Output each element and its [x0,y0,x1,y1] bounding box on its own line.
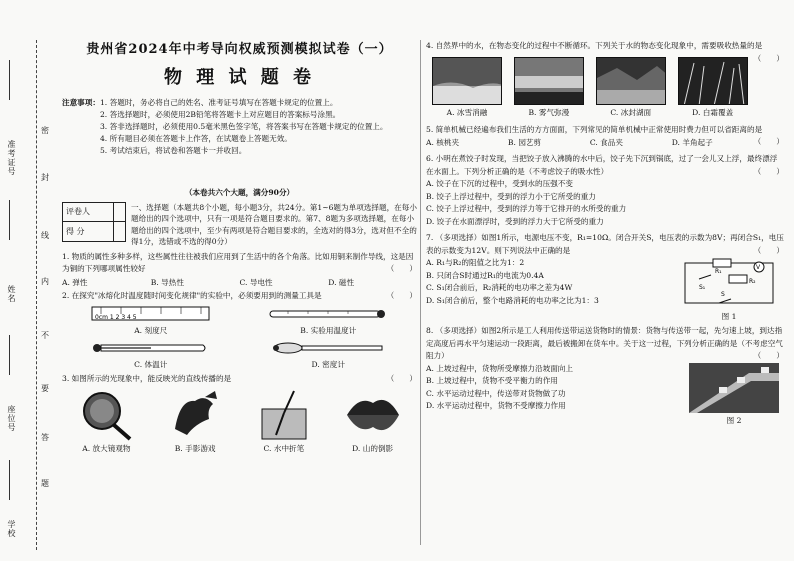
exam-title: 贵州省2024年中考导向权威预测模拟试卷（一） [86,42,393,57]
option[interactable]: C. 水平运动过程中，传送带对货物做了功 [426,388,566,398]
q7-body [426,257,784,322]
q2-figures-row2 [62,339,417,370]
q7-text: 7. （多项选择）如图1所示，电源电压不变，R₁=10Ω。闭合开关S，电压表的示数为8V；再闭合S₁，电压表的示数变为12V。则下列说法中正确的是 [426,233,784,255]
admission-number-label: 准考证号 [7,140,16,176]
option[interactable]: B. 园艺剪 [507,138,542,147]
note-item: 3. 答非选择题时，必须使用0.5毫米黑色签字笔，将答案书写在答题卡规定的位置上。 [99,122,388,131]
admission-blank[interactable] [9,60,10,100]
q8-text: 8. （多项选择）如图2所示是工人利用传送带运送货物时的情景：货物与传送带一起，先匀速上坡，到达指定高度后再水平匀速运动一段距离，最后被搬卸在货车中。关于这一过程，下列分析正确的是（不考虑空气阻力） [426,326,783,360]
answer-paren[interactable]: （ ） [753,166,784,176]
column-divider [420,40,421,545]
q6-text: 6. 小明在煮饺子时发现，当把饺子放入沸腾的水中后，饺子先下沉到锅底，过了一会儿又上浮，最终漂浮在水面上。下列分析正确的是（不考虑饺子的吸水性） [426,154,778,176]
r1-label: R₁ [715,268,722,275]
option[interactable]: A. 弹性 [62,277,88,287]
option[interactable]: B. 饺子上浮过程中，受到的浮力小于它所受的重力 [426,191,596,201]
name-label: 姓名 [7,285,16,303]
question-1 [62,251,417,276]
q2-figures-row1 [62,305,417,336]
grader-cell[interactable] [114,202,126,222]
answer-paren[interactable]: （ ） [753,53,784,63]
q3-figures [62,389,417,454]
voltmeter-label: V [756,264,761,271]
figure-1-circuit [674,257,784,322]
note-item: 5. 考试结束后，将试卷和答题卡一并收回。 [99,146,247,155]
option[interactable]: C. S₁闭合前后，R₂消耗的电功率之差为4W [426,283,573,292]
note-item: 2. 答选择题时，必须使用2B铅笔将答题卡上对应题目的答案标号涂黑。 [99,110,341,119]
question-3 [62,373,417,386]
clinical-thermometer-graphic [91,339,211,357]
score-table [62,202,126,242]
question-6 [426,153,784,178]
figure-frost [678,57,748,118]
fog-photo [514,57,584,105]
option[interactable]: D. 密度计 [311,360,345,369]
notes-heading: 注意事项： [62,98,100,107]
option[interactable]: A. 上坡过程中，货物所受摩擦力沿坡面向上 [426,363,573,373]
answer-paren[interactable]: （ ） [753,245,784,255]
note-item: 1. 答题时，务必将自己的姓名、准考证号填写在答题卡规定的位置上。 [99,98,338,107]
section1-header [62,202,417,248]
option[interactable]: B. 手影游戏 [174,443,216,453]
right-column [426,40,784,555]
school-label: 学校 [7,520,16,538]
answer-paren[interactable]: （ ） [386,374,417,383]
magnifier-image [76,389,136,441]
figure-bent-pencil [254,389,314,454]
option[interactable]: C. 冰封湖面 [610,107,652,117]
seal-line [36,40,37,550]
q3-text: 3. 如图所示的光现象中，能反映光的直线传播的是 [62,374,232,383]
option[interactable]: D. 水平运动过程中，货物不受摩擦力作用 [426,401,566,410]
snow-melting-photo [432,57,502,105]
q5-text: 5. 简单机械已经遍布我们生活的方方面面，下列常见的简单机械中正常使用时费力但可以省距离的是 [426,124,763,134]
figure-frozen-lake [596,57,666,118]
figure-hand-shadow [165,389,225,454]
option[interactable]: D. 羊角起子 [671,138,713,147]
option[interactable]: B. 只闭合S时通过R₁的电流为0.4A [426,270,544,280]
option[interactable]: C. 水中折笔 [263,443,305,453]
s-label: S [721,291,725,298]
q2-text: 2. 在探究"冰熔化时温度随时间变化规律"的实验中，必须要用到的测量工具是 [62,290,322,300]
conveyor-photo [689,363,779,413]
option[interactable]: D. 山的倒影 [352,443,394,453]
q4-figures [426,57,754,118]
ruler-scale: 0cm 1 2 3 4 5 [94,314,137,321]
grader-label: 评卷人 [63,202,114,222]
section1-intro: 一、选择题（本题共8个小题，每小题3分，共24分。第1~6题为单项选择题，在每小题给出的四个选项中，只有一项是符合题目要求的。第7、8题为多项选择题，在每小题给出的四个选项中，至少有两项是符合题目要求的，全选对的得3分，选对但不全的得1分，选错或不选的得0分） [131,202,417,246]
score-cell[interactable] [114,222,126,242]
option[interactable]: D. S₁闭合前后，整个电路消耗的电功率之比为1：3 [426,295,599,305]
exam-subtitle: 物 理 试 题 卷 [163,67,316,88]
hydrometer-graphic [268,339,388,357]
figure-2-conveyor [684,363,784,426]
hand-shadow-image [165,389,225,441]
option[interactable]: A. 核桃夹 [426,138,460,147]
id-blank[interactable] [9,335,10,375]
option[interactable]: C. 导电性 [239,277,273,287]
seal-char: 密 [41,126,49,135]
option[interactable]: B. 导热性 [150,277,184,287]
frozen-lake-photo [596,57,666,105]
figure-clinical-thermometer [91,339,211,370]
seal-char: 要 [41,384,49,393]
figure-fog [514,57,584,118]
option[interactable]: A. R₁与R₂的阻值之比为1：2 [426,258,525,267]
figure-snow-melting [432,57,502,118]
seal-char: 封 [41,173,49,182]
figure-mountain-reflection [343,389,403,454]
school-blank[interactable] [9,460,10,500]
option[interactable]: A. 饺子在下沉的过程中，受到水的压强不变 [426,179,573,188]
bent-pencil-image [254,389,314,441]
ruler-graphic [91,305,211,323]
notes-block [62,97,417,157]
q5-options [426,137,754,148]
option[interactable]: B. 雾气弥漫 [528,107,570,117]
section-meta: （本卷共六个大题，满分90分） [184,188,295,197]
note-item: 4. 所有题目必须在答题卡上作答，在试题卷上答题无效。 [99,134,292,143]
q8-body [426,363,784,426]
circuit-diagram [679,257,779,309]
lab-thermometer-graphic [268,305,388,323]
r2-label: R₂ [749,278,756,285]
question-2 [62,290,417,303]
seal-char: 内 [41,277,49,286]
seal-char: 线 [41,231,49,240]
question-4 [426,40,784,63]
option[interactable]: D. 磁性 [328,277,355,287]
option[interactable]: D. 饺子在水面漂浮时，受到的浮力大于它所受的重力 [426,216,604,226]
s1-label: S₁ [699,284,706,291]
question-7 [426,232,784,257]
score-label: 得 分 [63,222,114,242]
q1-text: 1. 物质的属性多种多样，这些属性往往被我们应用到了生活中的各个角落。比如用铜来制作导线，这是因为铜的下列哪项属性较好 [62,251,414,273]
option[interactable]: B. 实验用温度计 [300,326,357,335]
figure-magnifier [76,389,136,454]
left-column [62,38,417,553]
id-label: 座位号 [7,405,16,432]
option[interactable]: A. 刻度尺 [134,326,168,335]
option[interactable]: D. 白霜覆盖 [692,107,734,117]
figure-lab-thermometer [268,305,388,336]
mountain-reflection-image [343,389,403,441]
option[interactable]: A. 放大镜观物 [82,443,131,453]
seal-char: 不 [41,331,49,340]
option[interactable]: C. 饺子上浮过程中，受到的浮力等于它排开的水所受的重力 [426,204,627,213]
answer-paren[interactable]: （ ） [386,264,417,273]
option[interactable]: C. 体温计 [134,360,168,369]
frost-photo [678,57,748,105]
figure-1-caption: 图 1 [721,312,737,321]
answer-paren[interactable]: （ ） [386,290,417,300]
option[interactable]: B. 上坡过程中，货物不受平衡力的作用 [426,376,558,385]
seal-char: 答 [41,433,49,442]
figure-2-caption: 图 2 [726,415,742,425]
figure-hydrometer [268,339,388,370]
q1-options [62,277,417,288]
figure-ruler [91,305,211,336]
question-8 [426,325,784,363]
seal-char: 题 [41,479,49,488]
q4-text: 4. 自然界中的水，在物态变化的过程中不断循环。下列关于水的物态变化现象中，需要吸收热量的是 [426,41,763,50]
name-blank[interactable] [9,200,10,240]
binding-margin [0,0,58,561]
answer-paren[interactable]: （ ） [753,351,784,360]
answer-paren[interactable]: （ ） [753,137,784,146]
option[interactable]: A. 冰雪消融 [446,107,488,117]
option[interactable]: C. 食品夹 [589,138,623,147]
